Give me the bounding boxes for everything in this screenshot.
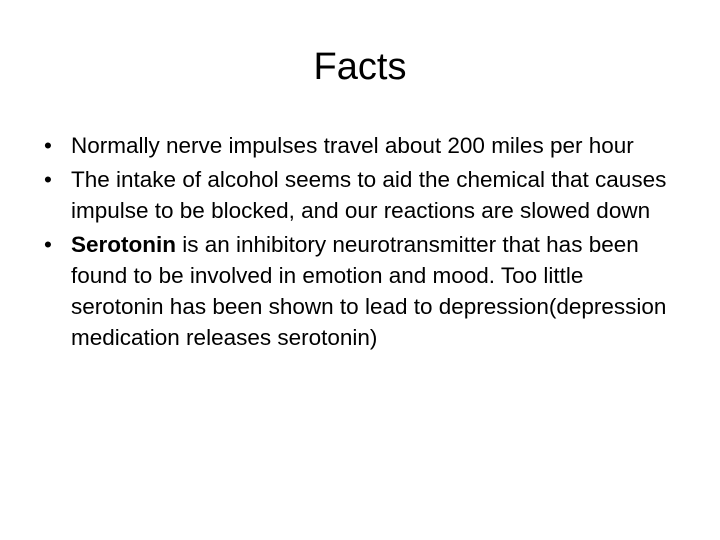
bullet-marker-icon: • <box>44 133 52 158</box>
bullet-item-alcohol <box>44 164 674 226</box>
bullet-text: is an inhibitory neurotransmitter that has been found to be involved in emotion and mood. Too little serotonin has been shown to lead to depression(depression medication releases serotonin) <box>71 232 667 350</box>
slide-title: Facts <box>313 46 407 88</box>
bullet-marker-icon: • <box>44 167 52 192</box>
bullet-list <box>44 130 674 356</box>
bullet-item-serotonin <box>44 229 674 353</box>
bullet-marker-icon: • <box>44 232 52 257</box>
bullet-text: The intake of alcohol seems to aid the chemical that causes impulse to be blocked, and our reactions are slowed down <box>71 167 667 223</box>
bullet-bold-term: Serotonin <box>71 232 176 257</box>
bullet-text: Normally nerve impulses travel about 200 miles per hour <box>71 133 634 158</box>
bullet-item-nerve-impulses <box>44 130 674 161</box>
